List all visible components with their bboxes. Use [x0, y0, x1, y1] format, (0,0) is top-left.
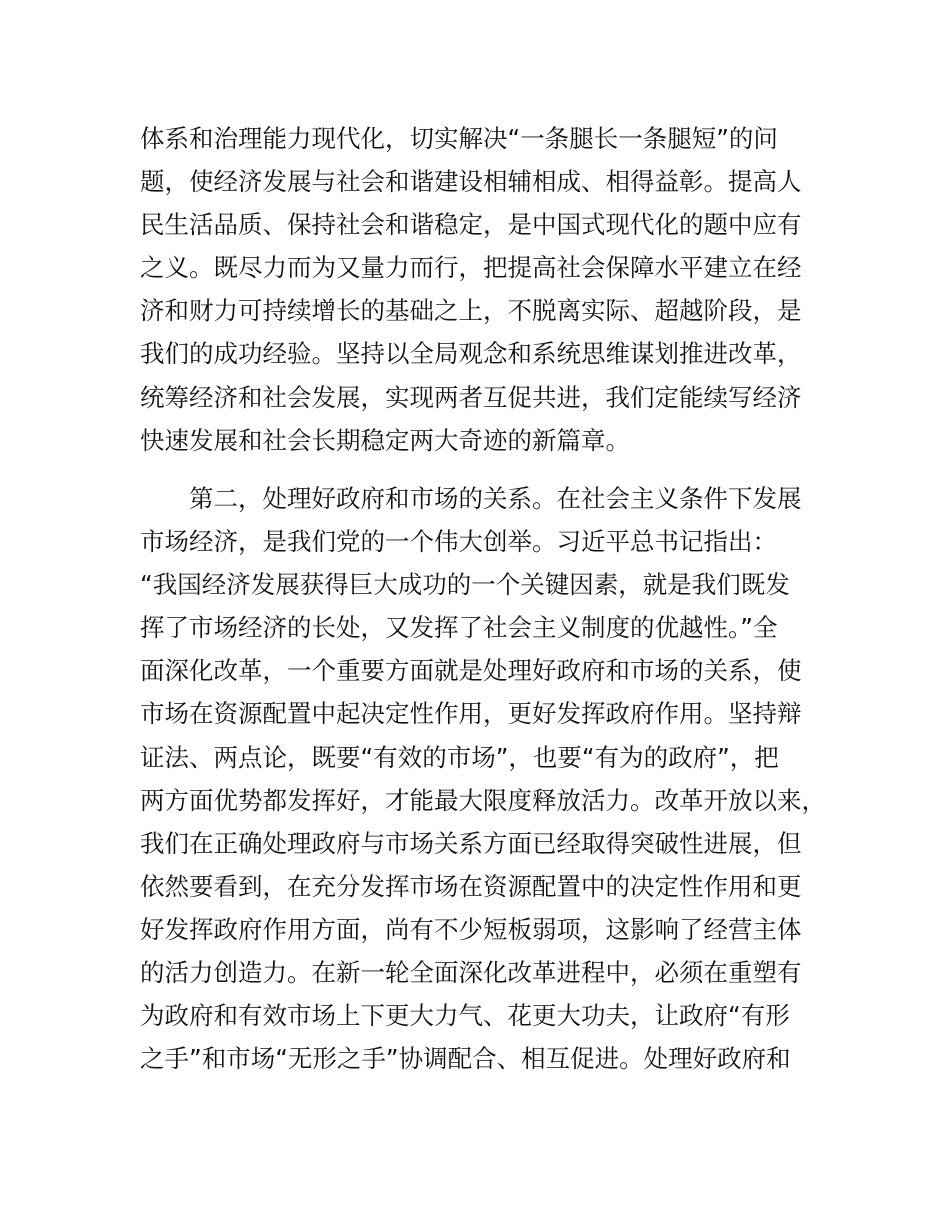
- paragraph-2: [140, 477, 840, 1080]
- paragraph-line: 快速发展和社会长期稳定两大奇迹的新篇章。: [140, 425, 630, 455]
- paragraph-line: 统筹经济和社会发展，实现两者互促共进，我们定能续写经济: [140, 382, 802, 412]
- paragraph-line: 题，使经济发展与社会和谐建设相辅相成、相得益彰。提高人: [140, 167, 802, 197]
- paragraph-line: 之义。既尽力而为又量力而行，把提高社会保障水平建立在经: [140, 253, 802, 283]
- paragraph-line: “我国经济发展获得巨大成功的一个关键因素，就是我们既发: [140, 570, 790, 600]
- paragraph-line: 挥了市场经济的长处，又发挥了社会主义制度的优越性。”全: [140, 613, 778, 643]
- paragraph-line: 我们的成功经验。坚持以全局观念和系统思维谋划推进改革，: [140, 339, 802, 369]
- paragraph-line: 为政府和有效市场上下更大力气、花更大功夫，让政府“有形: [140, 1001, 790, 1031]
- paragraph-line: 面深化改革，一个重要方面就是处理好政府和市场的关系，使: [140, 656, 802, 686]
- paragraph-line: 体系和治理能力现代化，切实解决“一条腿长一条腿短”的问: [140, 124, 778, 153]
- paragraph-line: 好发挥政府作用方面，尚有不少短板弱项，这影响了经营主体: [140, 914, 802, 944]
- paragraph-line: 市场在资源配置中起决定性作用，更好发挥政府作用。坚持辩: [140, 699, 802, 729]
- paragraph-line: 之手”和市场“无形之手”协调配合、相互促进。处理好政府和: [140, 1044, 791, 1074]
- paragraph-line: 第二，处理好政府和市场的关系。在社会主义条件下发展: [140, 484, 802, 513]
- paragraph-1: [140, 117, 840, 462]
- paragraph-line: 证法、两点论，既要“有效的市场”，也要“有为的政府”，把: [140, 742, 779, 772]
- paragraph-line: 济和财力可持续增长的基础之上，不脱离实际、超越阶段，是: [140, 296, 802, 326]
- paragraph-line: 民生活品质、保持社会和谐稳定，是中国式现代化的题中应有: [140, 210, 802, 240]
- paragraph-line: 我们在正确处理政府与市场关系方面已经取得突破性进展，但: [140, 828, 802, 858]
- paragraph-line: 市场经济，是我们党的一个伟大创举。习近平总书记指出：: [140, 527, 777, 557]
- paragraph-line: 的活力创造力。在新一轮全面深化改革进程中，必须在重塑有: [140, 958, 802, 988]
- paragraph-line: 两方面优势都发挥好，才能最大限度释放活力。改革开放以来，: [140, 785, 826, 815]
- paragraph-line: 依然要看到，在充分发挥市场在资源配置中的决定性作用和更: [140, 871, 802, 901]
